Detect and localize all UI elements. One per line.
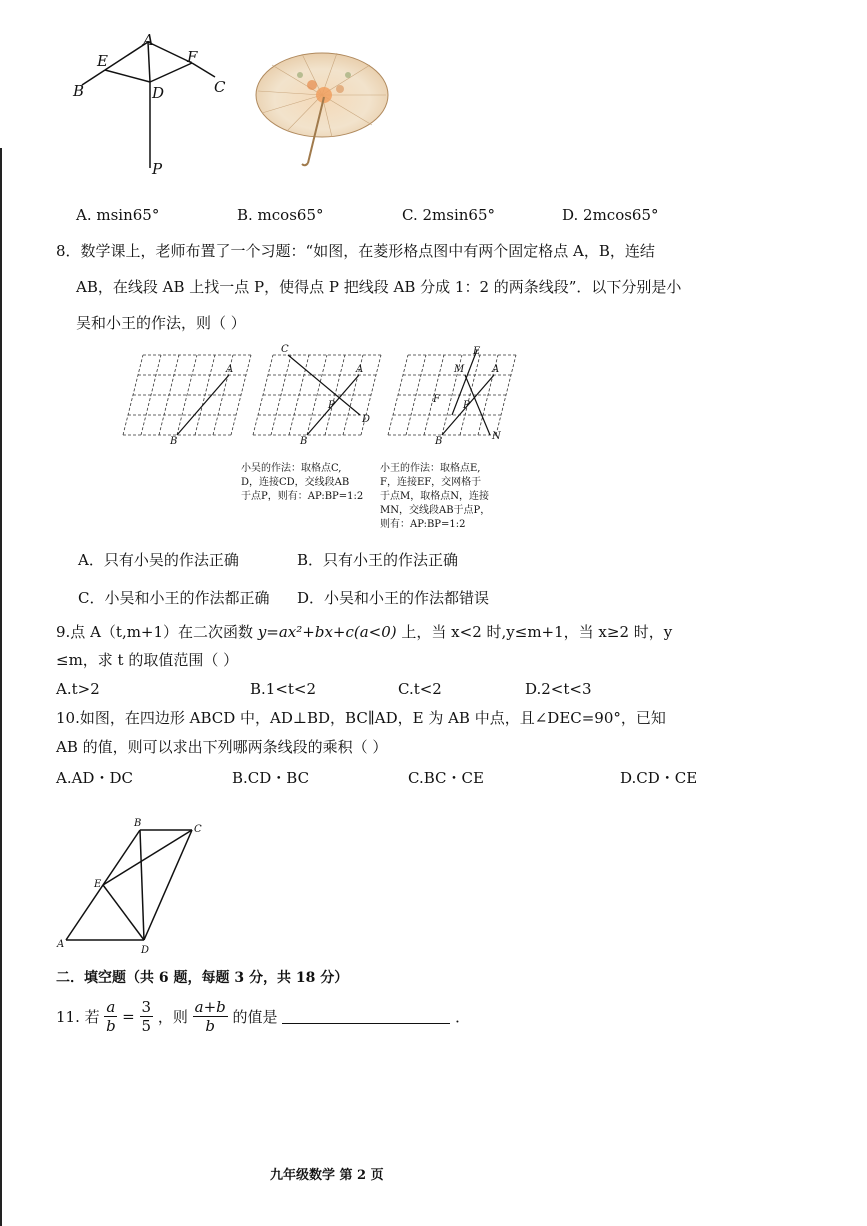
- q10-option-c: C.BC・CE: [408, 769, 484, 787]
- q7-label-c: C: [214, 78, 226, 96]
- svg-text:B: B: [170, 436, 178, 447]
- svg-text:B: B: [435, 436, 443, 447]
- q7-label-e: E: [97, 52, 108, 70]
- q8-wu-caption: 小吴的作法：取格点C, D，连接CD，交线段AB 于点P，则有：AP:BP=1:2: [241, 463, 364, 502]
- q8-option-a: A．只有小吴的作法正确: [78, 551, 239, 569]
- q7-label-d: D: [152, 84, 165, 102]
- q10-label-b: B: [134, 818, 142, 829]
- svg-text:F: F: [433, 394, 440, 405]
- q8-option-b: B．只有小王的作法正确: [297, 551, 459, 569]
- svg-text:A: A: [492, 364, 500, 375]
- q10-label-c: C: [194, 824, 202, 835]
- section-2-heading: 二．填空题（共 6 题，每题 3 分，共 18 分）: [56, 970, 349, 986]
- q7-label-p: P: [152, 160, 163, 178]
- q9-formula: y=ax²+bx+c(a<0): [257, 623, 397, 641]
- q10-label-d: D: [141, 945, 150, 956]
- q7-option-a: A. msin65°: [76, 206, 160, 224]
- q8-line-1: 8．数学课上，老师布置了一个习题：“如图，在菱形格点图中有两个固定格点 A，B，连结: [56, 242, 655, 260]
- svg-text:N: N: [492, 431, 501, 442]
- q7-label-b: B: [73, 82, 85, 100]
- q9-line-2: ≤m，求 t 的取值范围（ ）: [56, 651, 239, 669]
- q9-line-1: 9.点 A（t,m+1）在二次函数 y=ax²+bx+c(a<0) 上，当 x<2 时,y≤m+1，当 x≥2 时，y: [56, 623, 673, 641]
- svg-text:E: E: [473, 346, 481, 357]
- q8-wang-caption: 小王的作法：取格点E, F，连接EF，交网格于 于点M，取格点N，连接 MN，交线段AB于点P， 则有：AP:BP=1:2: [380, 463, 491, 530]
- umbrella-photo: [252, 45, 392, 170]
- q10-line-1: 10.如图，在四边形 ABCD 中，AD⊥BD，BC∥AD，E 为 AB 中点，且∠DEC=90°，已知: [56, 709, 666, 727]
- svg-text:M: M: [454, 364, 465, 375]
- q10-line-2: AB 的值，则可以求出下列哪两条线段的乘积（ ）: [56, 738, 388, 756]
- q8-line-3: 吴和小王的作法，则（ ）: [76, 314, 246, 332]
- q9-option-c: C.t<2: [398, 680, 442, 698]
- svg-text:C: C: [281, 344, 289, 355]
- q10-option-d: D.CD・CE: [620, 769, 698, 787]
- q7-option-b: B. mcos65°: [237, 206, 324, 224]
- q10-label-e: E: [94, 879, 102, 890]
- q7-option-c: C. 2msin65°: [402, 206, 495, 224]
- svg-text:P: P: [463, 400, 470, 411]
- q11-fraction-3-over-5: $\frac{3}{5}$: [141, 998, 152, 1035]
- svg-text:A: A: [356, 364, 364, 375]
- svg-text:B: B: [300, 436, 308, 447]
- q9-option-a: A.t>2: [56, 680, 100, 698]
- svg-text:A: A: [226, 364, 234, 375]
- svg-text:D: D: [362, 414, 371, 425]
- svg-text:P: P: [328, 400, 335, 411]
- q10-label-a: A: [57, 939, 65, 950]
- q10-quadrilateral-figure: [52, 815, 212, 960]
- q8-line-2: AB，在线段 AB 上找一点 P，使得点 P 把线段 AB 分成 1：2 的两条线段”．以下分别是小: [76, 278, 682, 296]
- q11-fraction-a-over-b: $\frac{a}{b}$: [106, 998, 116, 1035]
- q8-option-d: D．小吴和小王的作法都错误: [297, 589, 490, 607]
- q7-label-f: F: [187, 48, 198, 66]
- q7-option-d: D. 2mcos65°: [562, 206, 659, 224]
- q11-answer-blank[interactable]: [282, 1009, 450, 1024]
- q10-option-b: B.CD・BC: [232, 769, 310, 787]
- q8-rhombus-grids: [118, 340, 528, 460]
- q11-fraction-a-plus-b-over-b: $\frac{a+b}{b}$: [194, 998, 226, 1035]
- page-footer: 九年级数学 第 2 页: [270, 1168, 384, 1183]
- q7-geometry-figure: [60, 30, 240, 180]
- scan-edge: [0, 148, 2, 1226]
- q8-option-c: C．小吴和小王的作法都正确: [78, 589, 270, 607]
- q10-option-a: A.AD・DC: [56, 769, 133, 787]
- q11-line: 11. 若 $\frac{a}{b}$ = $\frac{3}{5}$ ，则 $\frac{a+b}{b}$ 的值是 ．: [56, 998, 471, 1035]
- q9-option-b: B.1<t<2: [250, 680, 317, 698]
- q9-option-d: D.2<t<3: [525, 680, 592, 698]
- q7-label-a: A: [143, 31, 154, 49]
